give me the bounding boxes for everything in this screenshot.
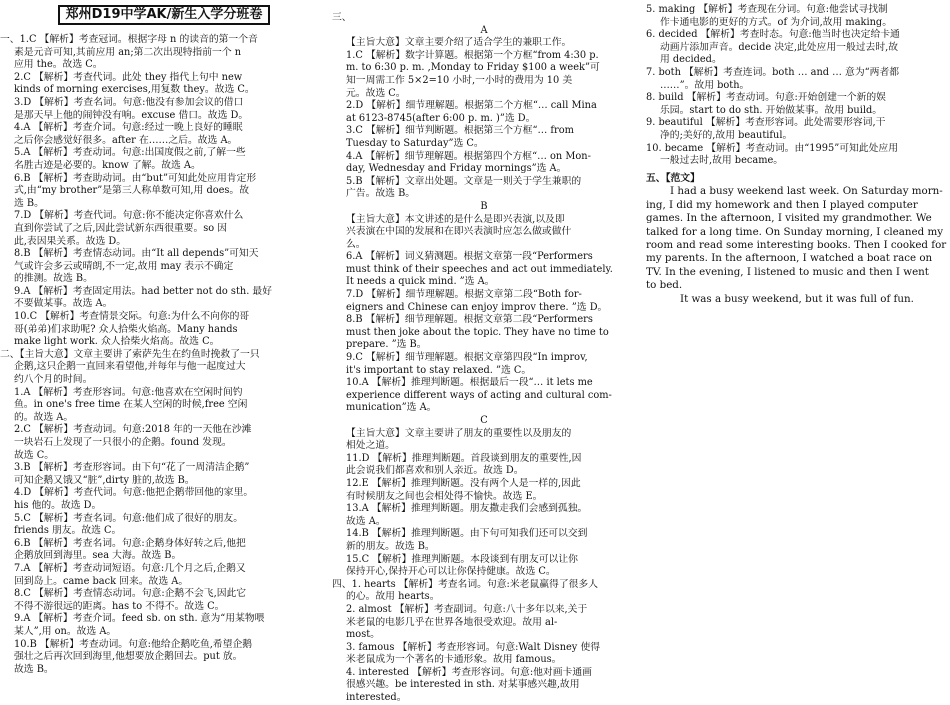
answer-line: munication”选 A。	[346, 402, 437, 414]
answer-line: 名胜古迹是必要的。know 了解。故选 A。	[14, 159, 201, 171]
answer-line: 5.C 【解析】考查名词。句意:他们成了很好的朋友。	[14, 512, 243, 524]
answer-line: m. to 6:30 p. m. ,Monday to Friday $100 a week”可	[346, 62, 600, 74]
column-right	[646, 4, 946, 672]
answer-line: Tuesday to Saturday”选 C。	[346, 137, 484, 149]
answer-line: ……”。故用 both。	[660, 79, 750, 91]
answer-line: A	[480, 24, 488, 36]
answer-line: 的。故选 A。	[14, 411, 74, 423]
answer-line: 一般过去时,故用 became。	[660, 155, 784, 167]
answer-line: 4.A 【解析】考查介词。句意:经过一晚上良好的睡眠	[14, 122, 243, 134]
answer-line: 4.D 【解析】考查代词。句意:他把企鹅带回他的家里。	[14, 487, 254, 499]
answer-line: 四、1. hearts 【解析】考查名词。句意:米老鼠赢得了很多人	[332, 578, 599, 590]
answer-line: 强壮之后再次回到海里,他想要放企鹅回去。put 放。	[14, 651, 243, 663]
answers-part4-continued	[646, 4, 946, 168]
answer-line: 6.A 【解析】词义猜测题。根据文章第一段“Performers	[346, 251, 593, 263]
answer-line: 8. build 【解析】考查动词。句意:开始创建一个新的娱	[646, 92, 886, 104]
column-left	[0, 34, 320, 675]
answer-line: 8.B 【解析】细节理解题。根据文章第二段“Performers	[346, 314, 593, 326]
title-box: 郑州D19中学AK/新生入学分班卷	[58, 5, 270, 25]
answer-line: 13.A 【解析】推理判断题。朋友撒走我们会感到孤独。	[346, 503, 588, 515]
answer-line: 么。	[346, 238, 366, 250]
answer-line: 8.B 【解析】考查情态动词。由“It all depends”可知天	[14, 248, 259, 260]
answer-line: 7.D 【解析】细节理解题。根据文章第二段“Both for-	[346, 289, 582, 301]
answer-line: day, Wednesday and Friday mornings”选 A。	[346, 163, 567, 175]
answer-line: 15.C 【解析】推理判断题。本段谈到有朋友可以让你	[346, 553, 578, 565]
answer-line: 9.C 【解析】细节理解题。根据文章第四段“In improv,	[346, 352, 588, 364]
answer-line: 2. almost 【解析】考查副词。句意:八十多年以来,关于	[346, 603, 588, 615]
answer-line: 2.C 【解析】考查动词。句意:2018 年的一天他在沙滩	[14, 424, 252, 436]
answer-line: 14.B 【解析】推理判断题。由下句可知我们还可以交到	[346, 528, 588, 540]
answer-line: 不要做某事。故选 A。	[14, 298, 113, 310]
answer-line: 三、	[332, 12, 352, 23]
answer-line: 5.B 【解析】文章出处题。文章是一则关于学生兼职的	[346, 175, 582, 187]
essay-line: games. In the afternoon, I visited my grandmother. We	[646, 212, 932, 225]
answer-line: at 6123-8745(after 6:00 p. m. )”选 D。	[346, 112, 536, 124]
answer-line: 不得不游很远的距离。has to 不得不。故选 C。	[14, 600, 225, 612]
answer-line: 2.D 【解析】细节理解题。根据第二个方框“… call Mina	[346, 100, 597, 112]
answer-line: 可知企鹅又饿又“脏”,dirty 脏的,故选 B。	[14, 474, 195, 486]
answer-line: 故选 A。	[346, 515, 386, 527]
answer-line: 6.B 【解析】考查助动词。由“but”可知此处应用肯定形	[14, 172, 257, 184]
answer-line: 此,表因果关系。故选 D。	[14, 235, 127, 247]
answer-line: 7.A 【解析】考查动词短语。句意:几个月之后,企鹅又	[14, 562, 246, 574]
answer-line: 6. decided 【解析】考查时态。句意:他当时也决定给卡通	[646, 29, 900, 41]
answer-line: 9.A 【解析】考查固定用法。had better not do sth. 最好	[14, 285, 273, 297]
answer-line: 的推测。故选 B。	[14, 273, 93, 285]
essay-heading: 五、【范文】	[646, 172, 700, 184]
answer-line: 作卡通电影的更好的方式。of 为介词,故用 making。	[660, 16, 892, 28]
answer-line: friends 朋友。故选 C。	[14, 525, 122, 537]
answer-line: 保持开心,保持开心可以让你保持健康。故选 C。	[346, 566, 556, 578]
answer-line: his 他的。故选 D。	[14, 499, 102, 511]
essay-line: ing, I did my homework and then I played computer	[646, 198, 918, 211]
answer-line: 12.E 【解析】推理判断题。没有两个人是一样的,因此	[346, 477, 581, 489]
answer-line: 企鹅放回到海里。sea 大海。故选 B。	[14, 550, 182, 562]
answer-line: 3.D 【解析】考查名词。句意:他没有参加会议的借口	[14, 96, 244, 108]
answer-line: interested。	[346, 692, 407, 704]
essay-line: room and read some interesting books. Then I cooked for	[646, 238, 947, 251]
answer-line: 【主旨大意】本文讲述的是什么是即兴表演,以及即	[346, 213, 565, 225]
answer-line: 故选 B。	[14, 663, 54, 675]
answer-line: prepare. ”选 B。	[346, 339, 427, 351]
answer-line: 式,由“my brother”是第三人称单数可知,用 does。故	[14, 185, 250, 197]
answer-line: 约八个月的时间。	[14, 374, 93, 386]
answer-line: 相处之道。	[346, 440, 395, 452]
answer-line: kinds of morning exercises,用复数 they。故选 C。	[14, 84, 255, 96]
essay-line: to bed.	[646, 279, 683, 292]
answer-line: 广告。故选 B。	[346, 188, 416, 200]
answer-line: B	[480, 200, 488, 212]
answer-line: 一、1.C 【解析】考查冠词。根据字母 n 的读音的第一个音	[0, 34, 258, 45]
essay-closing: It was a busy weekend, but it was full of fun.	[680, 292, 914, 305]
answer-line: experience different ways of acting and cultural com-	[346, 389, 612, 401]
answer-line: 知一周需工作 5×2=10 小时,一小时的费用为 10 美	[346, 74, 573, 86]
answer-line: 10.B 【解析】考查动词。句意:他给企鹅吃鱼,希望企鹅	[14, 638, 253, 650]
column-middle	[332, 12, 636, 704]
answer-line: 二、【主旨大意】文章主要讲了索萨先生在约鱼时挽救了一只	[0, 348, 260, 360]
answer-line: must think of their speeches and act out immediately.	[346, 263, 613, 275]
answer-line: 米老鼠的电影几乎在世界各地很受欢迎。故用 al-	[346, 616, 558, 628]
answer-line: eigners and Chinese can enjoy improv there. ”选 D。	[346, 301, 608, 313]
answer-line: 很感兴趣。be interested in sth. 对某事感兴趣,故用	[346, 679, 580, 691]
answer-line: most。	[346, 629, 380, 641]
answer-line: 8.C 【解析】考查情态动词。句意:企鹅不会飞,因此它	[14, 588, 247, 600]
answer-line: 之后你会感觉好很多。after 在……之后。故选 A。	[14, 134, 238, 146]
answer-line: 乐园。start to do sth. 开始做某事。故用 build。	[660, 104, 883, 116]
answer-line: 应用 the。故选 C。	[14, 59, 103, 71]
essay-line: my parents. In the afternoon, I watched a boat race on	[646, 252, 933, 265]
answer-line: 企鹅,这只企鹅一直回来看望他,并每年与他一起度过大	[14, 361, 246, 373]
answer-line: 净的;美好的,故用 beautiful。	[660, 129, 793, 141]
answer-line: 选 B。	[14, 197, 44, 209]
answer-line: 直到你尝试了之后,因此尝试新东西很重要。so 因	[14, 222, 228, 234]
answer-line: 动画片添加声音。decide 决定,此处应用一般过去时,故	[660, 41, 899, 53]
answer-line: 3. famous 【解析】考查形容词。句意:Walt Disney 使得	[346, 641, 601, 653]
answer-line: make light work. 众人拾柴火焰高。故选 C。	[14, 336, 220, 348]
answer-line: 9. beautiful 【解析】考查形容词。此处需要形容词,干	[646, 117, 886, 129]
answer-line: 5.A 【解析】考查动词。句意:出国度假之前,了解一些	[14, 147, 246, 159]
essay-line: I had a busy weekend last week. On Saturday morn-	[670, 185, 943, 198]
answer-line: 7. both 【解析】考查连词。both … and … 意为“两者都	[646, 66, 900, 78]
answer-line: 9.A 【解析】考查介词。feed sb. on sth. 意为“用某物喂	[14, 613, 265, 625]
answer-line: 【主旨大意】文章主要讲了朋友的重要性以及朋友的	[346, 427, 572, 439]
answer-line: 一块岩石上发现了一只很小的企鹅。found 发现。	[14, 437, 232, 448]
model-essay	[646, 185, 946, 292]
essay-line: TV. In the evening, I listened to music and then I went	[646, 265, 929, 278]
answer-line: 10. became 【解析】考查动词。由“1995”可知此处应用	[646, 142, 898, 154]
answer-line: 5. making 【解析】考查现在分词。句意:他尝试寻找制	[646, 4, 888, 15]
answer-line: 新的朋友。故选 B。	[346, 540, 435, 552]
answer-line: 10.C 【解析】考查情景交际。句意:为什么不向你的哥	[14, 311, 250, 323]
answer-line: 4.A 【解析】细节理解题。根据第四个方框“… on Mon-	[346, 150, 591, 162]
answer-line: 7.D 【解析】考查代词。句意:你不能决定你喜欢什么	[14, 210, 244, 222]
answer-line: 3.C 【解析】细节判断题。根据第三个方框“… from	[346, 125, 574, 137]
answer-line: 的心。故用 hearts。	[346, 591, 440, 603]
answer-line: C	[480, 415, 488, 426]
answer-line: 某人”,用 on。故选 A。	[14, 625, 117, 637]
essay-line: talked for a long time. On Sunday morning, I cleaned my	[646, 225, 944, 238]
answer-line: 用 decided。	[660, 54, 722, 66]
answer-line: 3.B 【解析】考查形容词。由下句“花了一周清洁企鹅”	[14, 462, 250, 474]
answer-line: 兴表演在中国的发展和在即兴表演时应怎么做或做什	[346, 226, 572, 238]
answer-line: 故选 C。	[14, 449, 55, 461]
answer-line: must then joke about the topic. They have no time to	[346, 326, 609, 338]
answer-line: 米老鼠成为一个著名的卡通形象。故用 famous。	[346, 654, 562, 666]
answer-line: 11.D 【解析】推理判断题。首段谈到朋友的重要性,因	[346, 452, 582, 464]
answer-line: 鱼。in one's free time 在某人空闲的时候,free 空闲	[14, 399, 248, 411]
answer-line: 此会说我们都喜欢和别人亲近。故选 D。	[346, 465, 524, 477]
answer-line: 6.B 【解析】考查名词。句意:企鹅身体好转之后,他把	[14, 537, 246, 549]
answer-line: 1.C 【解析】数字计算题。根据第一个方框“from 4:30 p.	[346, 49, 599, 61]
answer-line: 哥(弟弟)们求助呢? 众人拾柴火焰高。Many hands	[14, 323, 238, 335]
answer-line: 2.C 【解析】考查代词。此处 they 指代上句中 new	[14, 71, 243, 83]
answer-line: 有时候朋友之间也会相处得不愉快。故选 E。	[346, 490, 543, 502]
answer-line: It needs a quick mind. ”选 A。	[346, 276, 495, 288]
answer-line: 10.A 【解析】推理判断题。根据最后一段“… it lets me	[346, 377, 593, 389]
answer-line: 1.A 【解析】考查形容词。句意:他喜欢在空闲时间钓	[14, 386, 243, 398]
answer-line: 是那天早上他的闹钟没有响。excuse 借口。故选 D。	[14, 109, 249, 121]
answer-line: 回到岛上。came back 回来。故选 A。	[14, 575, 189, 587]
answer-line: 4. interested 【解析】考查形容词。句意:他对画卡通画	[346, 666, 592, 678]
answer-line: 气或许会多云或晴朗,不一定,故用 may 表示不确定	[14, 260, 234, 272]
answer-line: 元。故选 C。	[346, 87, 406, 99]
answer-line: 【主旨大意】文章主要介绍了适合学生的兼职工作。	[346, 37, 572, 49]
answer-line: it's important to stay relaxed. ”选 C。	[346, 364, 532, 376]
answer-line: 素是元音可知,其前应用 an;第二次出现特指前一个 n	[14, 46, 242, 58]
